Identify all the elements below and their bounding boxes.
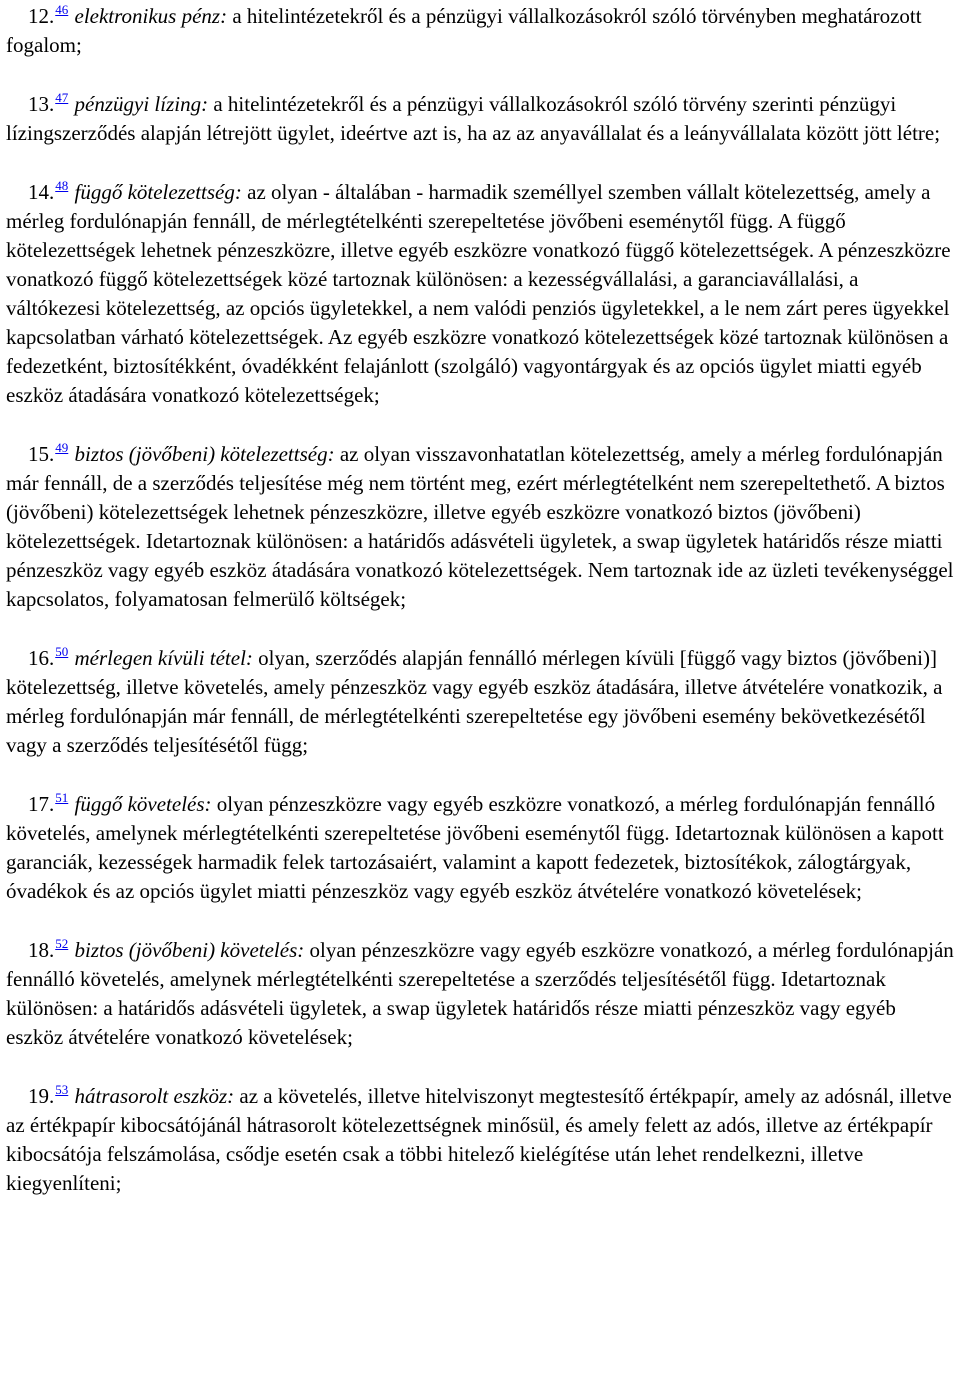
- definition-paragraph-16: [6, 644, 954, 760]
- definition-paragraph-15: [6, 440, 954, 614]
- definition-text: olyan, szerződés alapján fennálló mérlegen kívüli [függő vagy biztos (jövőbeni)] kötelezettség, illetve követelés, amely pénzeszköz vagy egyéb eszköz átadására, illetve átvételére vonatkozik, a mérleg fordulónapján már fennáll, de mérlegtételkénti szerepeltetése egy jövőbeni esemény bekövetkezésétől vagy a szerződés teljesítésétől függ;: [6, 646, 943, 757]
- defined-term: függő követelés:: [74, 792, 212, 816]
- paragraph-number: 14.: [28, 180, 55, 204]
- paragraph-number: 15.: [28, 442, 55, 466]
- defined-term: mérlegen kívüli tétel:: [74, 646, 253, 670]
- paragraph-number: 18.: [28, 938, 55, 962]
- footnote-link-46[interactable]: 46: [55, 2, 69, 17]
- defined-term: biztos (jövőbeni) kötelezettség:: [74, 442, 335, 466]
- footnote-link-51[interactable]: 51: [55, 790, 69, 805]
- footnote-link-53[interactable]: 53: [55, 1082, 69, 1097]
- defined-term: elektronikus pénz:: [74, 4, 228, 28]
- defined-term: pénzügyi lízing:: [74, 92, 209, 116]
- definition-text: a hitelintézetekről és a pénzügyi vállalkozásokról szóló törvényben meghatározott fogalom;: [6, 4, 922, 57]
- paragraph-number: 13.: [28, 92, 55, 116]
- definition-paragraph-12: [6, 2, 954, 60]
- definition-text: az olyan - általában - harmadik személlyel szemben vállalt kötelezettség, amely a mérleg fordulónapján fennáll, de mérlegtételkénti szerepeltetése jövőbeni eseménytől függ. A függő kötelezettségek lehetnek pénzeszközre, illetve egyéb eszközre vonatkozó függő kötelezettségek. A pénzeszközre vonatkozó függő kötelezettségek közé tartoznak különösen: a kezességvállalási, a garanciavállalási, a váltókezesi kötelezettség, az opciós ügyletekkel, a nem valódi penziós ügyletekkel, a le nem zárt peres ügyekkel kapcsolatban várható kötelezettségek. Az egyéb eszközre vonatkozó kötelezettségek közé tartoznak különösen a fedezetként, biztosítékként, óvadékként felajánlott (szolgáló) vagyontárgyak és az opciós ügylet miatti egyéb eszköz átadására vonatkozó kötelezettségek;: [6, 180, 951, 407]
- definition-paragraph-17: [6, 790, 954, 906]
- paragraph-number: 16.: [28, 646, 55, 670]
- footnote-link-47[interactable]: 47: [55, 90, 69, 105]
- definition-text: az a követelés, illetve hitelviszonyt megtestesítő értékpapír, amely az adósnál, illetve az értékpapír kibocsátójánál hátrasorolt kötelezettségnek minősül, és amely felett az adós, illetve az értékpapír kibocsátója felszámolása, csődje esetén csak a többi hitelező kielégítése után lehet rendelkezni, illetve kiegyenlíteni;: [6, 1084, 952, 1195]
- definition-paragraph-13: [6, 90, 954, 148]
- footnote-link-52[interactable]: 52: [55, 936, 69, 951]
- footnote-link-50[interactable]: 50: [55, 644, 69, 659]
- paragraph-number: 12.: [28, 4, 55, 28]
- definition-paragraph-14: [6, 178, 954, 410]
- defined-term: hátrasorolt eszköz:: [74, 1084, 235, 1108]
- paragraph-number: 19.: [28, 1084, 55, 1108]
- paragraph-number: 17.: [28, 792, 55, 816]
- defined-term: biztos (jövőbeni) követelés:: [74, 938, 305, 962]
- definition-paragraph-18: [6, 936, 954, 1052]
- definition-paragraph-19: [6, 1082, 954, 1198]
- footnote-link-49[interactable]: 49: [55, 440, 69, 455]
- definition-text: olyan pénzeszközre vagy egyéb eszközre vonatkozó, a mérleg fordulónapján fennálló követelés, amelynek mérlegtételkénti szerepeltetése jövőbeni eseménytől függ. Idetartoznak különösen a kapott garanciák, kezességek harmadik felek tartozásaiért, valamint a kapott fedezetek, biztosítékok, zálogtárgyak, óvadékok és az opciós ügylet miatti pénzeszköz vagy egyéb eszköz átvételére vonatkozó követelések;: [6, 792, 944, 903]
- definition-text: az olyan visszavonhatatlan kötelezettség, amely a mérleg fordulónapján már fennáll, de a szerződés teljesítése még nem történt meg, ezért mérlegtételként nem szerepeltethető. A biztos (jövőbeni) kötelezettségek lehetnek pénzeszközre, illetve egyéb eszközre vonatkozó biztos (jövőbeni) kötelezettségek. Idetartoznak különösen: a határidős adásvételi ügyletek, a swap ügyletek határidős része miatti pénzeszköz vagy egyéb eszköz átadására vonatkozó kötelezettségek. Nem tartoznak ide az üzleti tevékenységgel kapcsolatos, folyamatosan felmerülő költségek;: [6, 442, 954, 611]
- defined-term: függő kötelezettség:: [74, 180, 242, 204]
- definition-text: olyan pénzeszközre vagy egyéb eszközre vonatkozó, a mérleg fordulónapján fennálló követelés, amelynek mérlegtételkénti szerepeltetése a szerződés teljesítésétől függ. Idetartoznak különösen: a határidős adásvételi ügyletek, a swap ügyletek határidős része miatti pénzeszköz vagy egyéb eszköz átvételére vonatkozó követelések;: [6, 938, 954, 1049]
- footnote-link-48[interactable]: 48: [55, 178, 69, 193]
- definition-text: a hitelintézetekről és a pénzügyi vállalkozásokról szóló törvény szerinti pénzügyi lízingszerződés alapján létrejött ügylet, ideértve azt is, ha az az anyavállalat és a leányvállalata között jött létre;: [6, 92, 941, 145]
